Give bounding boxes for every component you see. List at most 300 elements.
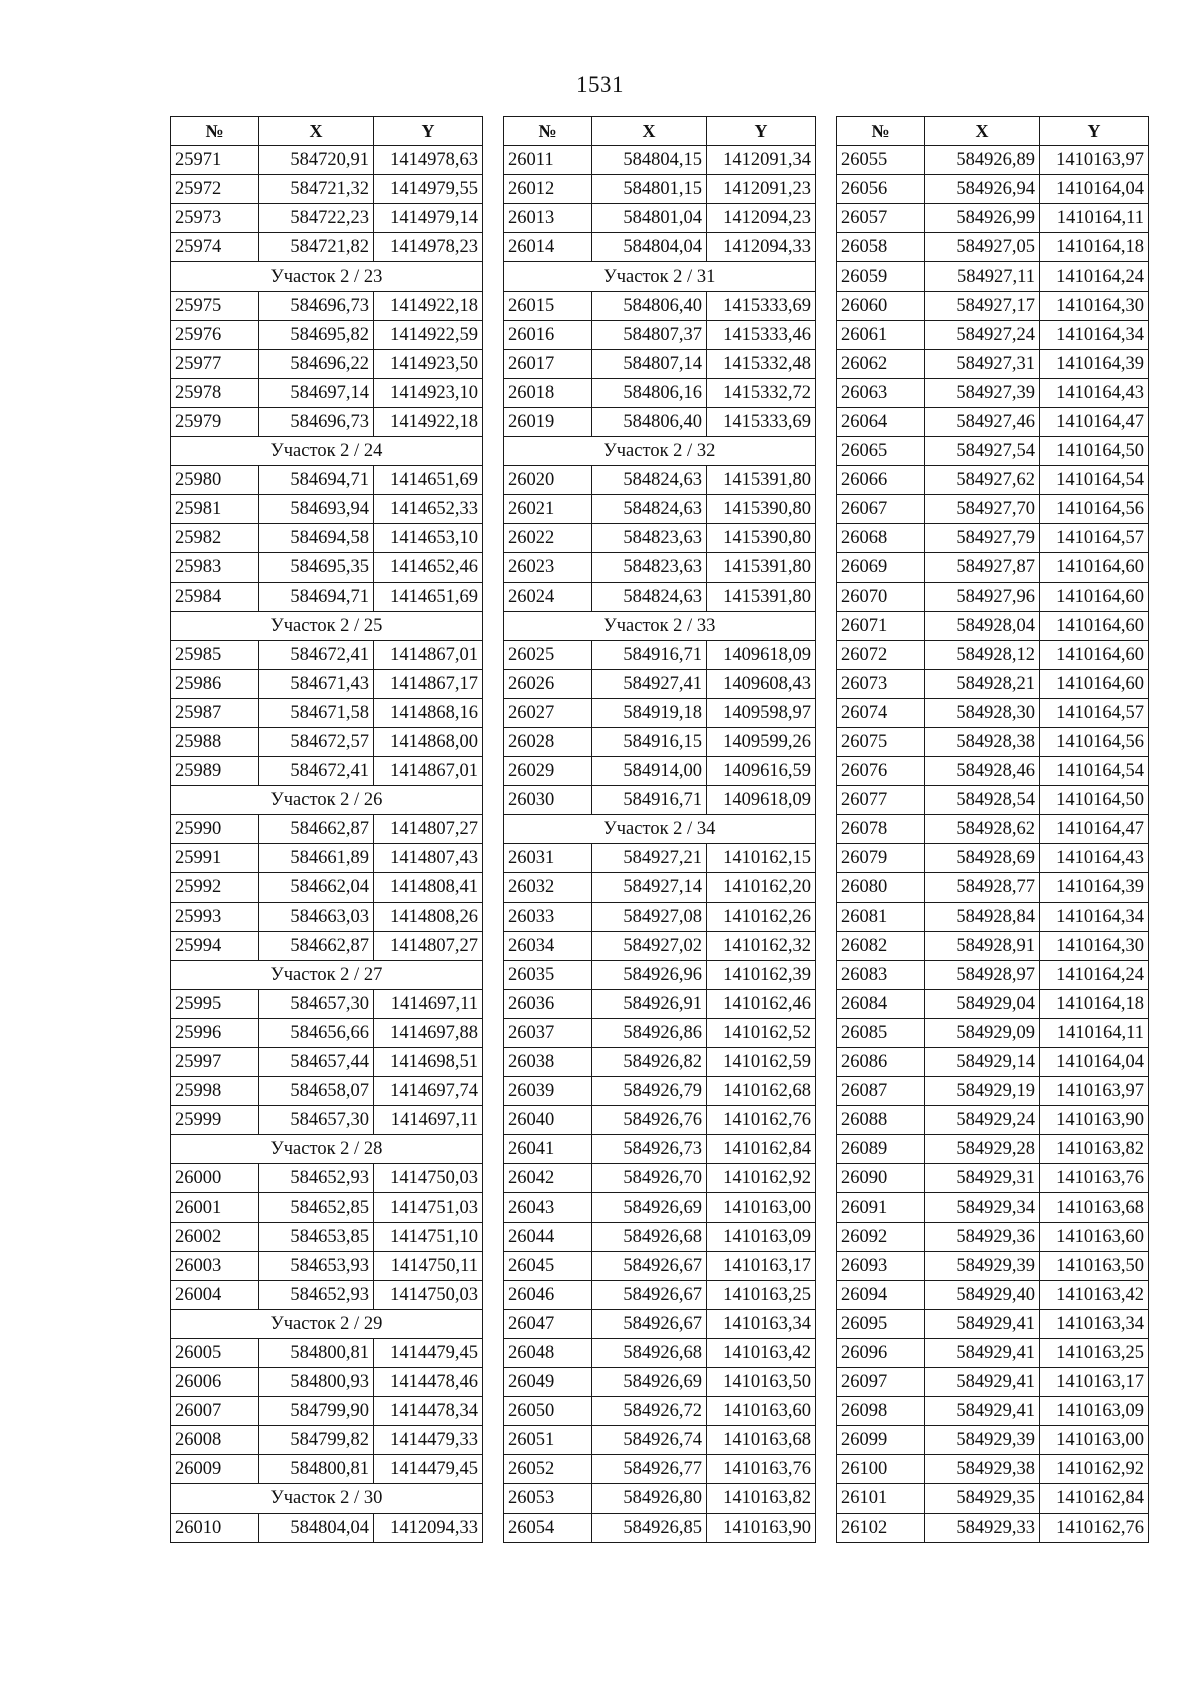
table-row: [504, 233, 816, 262]
x-coordinate-cell: 584926,80: [592, 1484, 707, 1513]
point-number-cell: 26053: [504, 1484, 592, 1513]
point-number-cell: 26100: [837, 1455, 925, 1484]
x-coordinate-cell: 584927,87: [925, 553, 1040, 582]
x-coordinate-cell: 584929,33: [925, 1513, 1040, 1542]
point-number-cell: 25987: [171, 698, 259, 727]
point-number-cell: 26068: [837, 524, 925, 553]
point-number-cell: 25988: [171, 727, 259, 756]
y-coordinate-cell: 1414651,69: [374, 582, 483, 611]
table-row: [837, 1164, 1149, 1193]
table-row: [504, 1338, 816, 1367]
point-number-cell: 26007: [171, 1397, 259, 1426]
point-number-cell: 26099: [837, 1426, 925, 1455]
section-label: Участок 2 / 30: [171, 1484, 483, 1513]
table-row: [504, 640, 816, 669]
x-coordinate-cell: 584662,04: [259, 873, 374, 902]
y-coordinate-cell: 1410163,09: [1040, 1397, 1149, 1426]
y-coordinate-cell: 1410163,97: [1040, 146, 1149, 175]
x-coordinate-cell: 584928,46: [925, 757, 1040, 786]
point-number-cell: 25991: [171, 844, 259, 873]
table-row: [504, 1251, 816, 1280]
point-number-cell: 26082: [837, 931, 925, 960]
table-row: [171, 407, 483, 436]
table-row: [504, 1397, 816, 1426]
point-number-cell: 25986: [171, 669, 259, 698]
x-coordinate-cell: 584927,46: [925, 407, 1040, 436]
point-number-cell: 25992: [171, 873, 259, 902]
point-number-cell: 25999: [171, 1106, 259, 1135]
y-coordinate-cell: 1414751,10: [374, 1222, 483, 1251]
y-coordinate-cell: 1409599,26: [707, 727, 816, 756]
y-coordinate-cell: 1415333,69: [707, 407, 816, 436]
x-coordinate-cell: 584653,93: [259, 1251, 374, 1280]
y-coordinate-cell: 1412091,34: [707, 146, 816, 175]
table-row: [504, 204, 816, 233]
table-row: [837, 1193, 1149, 1222]
point-number-cell: 26029: [504, 757, 592, 786]
x-coordinate-cell: 584928,04: [925, 611, 1040, 640]
table-row: [504, 1222, 816, 1251]
table-row: [171, 146, 483, 175]
table-row: [171, 640, 483, 669]
point-number-cell: 25975: [171, 291, 259, 320]
table-row: [504, 582, 816, 611]
y-coordinate-cell: 1414923,50: [374, 349, 483, 378]
y-coordinate-cell: 1414750,03: [374, 1280, 483, 1309]
table-row: [171, 757, 483, 786]
x-coordinate-cell: 584800,81: [259, 1338, 374, 1367]
table-row: [171, 902, 483, 931]
y-coordinate-cell: 1410163,90: [707, 1513, 816, 1542]
table-row: [837, 1251, 1149, 1280]
y-coordinate-cell: 1410163,68: [707, 1426, 816, 1455]
x-coordinate-cell: 584799,82: [259, 1426, 374, 1455]
y-coordinate-cell: 1414807,27: [374, 931, 483, 960]
table-row: [504, 1513, 816, 1542]
y-coordinate-cell: 1414479,45: [374, 1455, 483, 1484]
table-row: [171, 815, 483, 844]
table-row: [837, 233, 1149, 262]
y-coordinate-cell: 1410163,34: [1040, 1309, 1149, 1338]
table-row: [837, 844, 1149, 873]
point-number-cell: 25983: [171, 553, 259, 582]
point-number-cell: 26049: [504, 1368, 592, 1397]
y-coordinate-cell: 1410164,47: [1040, 407, 1149, 436]
table-row: [171, 1193, 483, 1222]
x-coordinate-cell: 584696,73: [259, 291, 374, 320]
point-number-cell: 25998: [171, 1077, 259, 1106]
y-coordinate-cell: 1410162,52: [707, 1018, 816, 1047]
y-coordinate-cell: 1410162,26: [707, 902, 816, 931]
table-row: [837, 1484, 1149, 1513]
y-coordinate-cell: 1409618,09: [707, 640, 816, 669]
table-row: [837, 553, 1149, 582]
table-row: [837, 611, 1149, 640]
table-row: [504, 1193, 816, 1222]
x-coordinate-cell: 584926,70: [592, 1164, 707, 1193]
point-number-cell: 26002: [171, 1222, 259, 1251]
point-number-cell: 26048: [504, 1338, 592, 1367]
point-number-cell: 25995: [171, 989, 259, 1018]
table-row: [837, 1338, 1149, 1367]
point-number-cell: 26094: [837, 1280, 925, 1309]
point-number-cell: 25990: [171, 815, 259, 844]
x-coordinate-cell: 584801,04: [592, 204, 707, 233]
coordinates-table-3: [836, 116, 1149, 1543]
section-row: [171, 1309, 483, 1338]
point-number-cell: 26018: [504, 378, 592, 407]
point-number-cell: 25985: [171, 640, 259, 669]
point-number-cell: 26062: [837, 349, 925, 378]
x-coordinate-cell: 584693,94: [259, 495, 374, 524]
point-number-cell: 26044: [504, 1222, 592, 1251]
table-row: [171, 1280, 483, 1309]
x-coordinate-cell: 584926,68: [592, 1222, 707, 1251]
x-coordinate-cell: 584929,24: [925, 1106, 1040, 1135]
y-coordinate-cell: 1414479,33: [374, 1426, 483, 1455]
y-coordinate-cell: 1410163,25: [707, 1280, 816, 1309]
table-row: [171, 378, 483, 407]
section-label: Участок 2 / 33: [504, 611, 816, 640]
x-coordinate-cell: 584722,23: [259, 204, 374, 233]
point-number-cell: 26046: [504, 1280, 592, 1309]
x-coordinate-cell: 584927,62: [925, 466, 1040, 495]
point-number-cell: 26022: [504, 524, 592, 553]
point-number-cell: 26065: [837, 437, 925, 466]
x-coordinate-cell: 584928,12: [925, 640, 1040, 669]
column-header-x: X: [259, 117, 374, 146]
x-coordinate-cell: 584652,85: [259, 1193, 374, 1222]
y-coordinate-cell: 1410163,50: [1040, 1251, 1149, 1280]
table-row: [504, 1106, 816, 1135]
point-number-cell: 25993: [171, 902, 259, 931]
point-number-cell: 26005: [171, 1338, 259, 1367]
y-coordinate-cell: 1410163,50: [707, 1368, 816, 1397]
point-number-cell: 26074: [837, 698, 925, 727]
table-row: [837, 1222, 1149, 1251]
table-row: [171, 495, 483, 524]
point-number-cell: 26071: [837, 611, 925, 640]
y-coordinate-cell: 1414922,18: [374, 291, 483, 320]
x-coordinate-cell: 584929,35: [925, 1484, 1040, 1513]
section-row: [504, 262, 816, 291]
y-coordinate-cell: 1412091,23: [707, 175, 816, 204]
point-number-cell: 26043: [504, 1193, 592, 1222]
x-coordinate-cell: 584929,14: [925, 1048, 1040, 1077]
x-coordinate-cell: 584927,17: [925, 291, 1040, 320]
x-coordinate-cell: 584694,58: [259, 524, 374, 553]
point-number-cell: 26090: [837, 1164, 925, 1193]
point-number-cell: 25973: [171, 204, 259, 233]
x-coordinate-cell: 584929,39: [925, 1426, 1040, 1455]
table-row: [837, 727, 1149, 756]
section-label: Участок 2 / 34: [504, 815, 816, 844]
point-number-cell: 26093: [837, 1251, 925, 1280]
x-coordinate-cell: 584927,54: [925, 437, 1040, 466]
y-coordinate-cell: 1410163,17: [1040, 1368, 1149, 1397]
section-row: [171, 1484, 483, 1513]
x-coordinate-cell: 584927,02: [592, 931, 707, 960]
table-row: [171, 1455, 483, 1484]
x-coordinate-cell: 584804,04: [592, 233, 707, 262]
table-row: [504, 669, 816, 698]
table-row: [837, 175, 1149, 204]
y-coordinate-cell: 1410164,18: [1040, 989, 1149, 1018]
point-number-cell: 26060: [837, 291, 925, 320]
point-number-cell: 26089: [837, 1135, 925, 1164]
table-row: [171, 524, 483, 553]
x-coordinate-cell: 584671,58: [259, 698, 374, 727]
point-number-cell: 26009: [171, 1455, 259, 1484]
x-coordinate-cell: 584824,63: [592, 466, 707, 495]
y-coordinate-cell: 1414697,11: [374, 1106, 483, 1135]
table-row: [837, 960, 1149, 989]
table-row: [171, 466, 483, 495]
y-coordinate-cell: 1410162,84: [1040, 1484, 1149, 1513]
section-label: Участок 2 / 32: [504, 437, 816, 466]
x-coordinate-cell: 584926,76: [592, 1106, 707, 1135]
y-coordinate-cell: 1410163,34: [707, 1309, 816, 1338]
point-number-cell: 26004: [171, 1280, 259, 1309]
table-row: [837, 495, 1149, 524]
point-number-cell: 25980: [171, 466, 259, 495]
x-coordinate-cell: 584927,31: [925, 349, 1040, 378]
x-coordinate-cell: 584657,30: [259, 989, 374, 1018]
table-row: [171, 553, 483, 582]
x-coordinate-cell: 584804,15: [592, 146, 707, 175]
point-number-cell: 26023: [504, 553, 592, 582]
table-row: [171, 1368, 483, 1397]
point-number-cell: 26076: [837, 757, 925, 786]
y-coordinate-cell: 1415391,80: [707, 582, 816, 611]
x-coordinate-cell: 584928,62: [925, 815, 1040, 844]
point-number-cell: 26025: [504, 640, 592, 669]
table-row: [171, 1106, 483, 1135]
x-coordinate-cell: 584927,24: [925, 320, 1040, 349]
y-coordinate-cell: 1409608,43: [707, 669, 816, 698]
table-row: [837, 204, 1149, 233]
point-number-cell: 26096: [837, 1338, 925, 1367]
table-row: [504, 873, 816, 902]
x-coordinate-cell: 584929,19: [925, 1077, 1040, 1106]
table-row: [837, 640, 1149, 669]
point-number-cell: 26027: [504, 698, 592, 727]
point-number-cell: 26102: [837, 1513, 925, 1542]
table-row: [837, 1368, 1149, 1397]
table-row: [171, 204, 483, 233]
table-row: [504, 175, 816, 204]
y-coordinate-cell: 1410163,00: [1040, 1426, 1149, 1455]
x-coordinate-cell: 584928,21: [925, 669, 1040, 698]
point-number-cell: 26075: [837, 727, 925, 756]
x-coordinate-cell: 584926,67: [592, 1309, 707, 1338]
point-number-cell: 26036: [504, 989, 592, 1018]
y-coordinate-cell: 1410162,76: [707, 1106, 816, 1135]
column-header-x: X: [592, 117, 707, 146]
table-row: [171, 291, 483, 320]
table-row: [837, 378, 1149, 407]
table-row: [837, 1077, 1149, 1106]
x-coordinate-cell: 584695,82: [259, 320, 374, 349]
table-row: [504, 844, 816, 873]
y-coordinate-cell: 1414479,45: [374, 1338, 483, 1367]
table-row: [837, 320, 1149, 349]
x-coordinate-cell: 584928,97: [925, 960, 1040, 989]
point-number-cell: 26012: [504, 175, 592, 204]
point-number-cell: 26031: [504, 844, 592, 873]
y-coordinate-cell: 1410164,56: [1040, 727, 1149, 756]
table-row: [504, 1135, 816, 1164]
point-number-cell: 26045: [504, 1251, 592, 1280]
x-coordinate-cell: 584657,30: [259, 1106, 374, 1135]
x-coordinate-cell: 584926,77: [592, 1455, 707, 1484]
y-coordinate-cell: 1410164,34: [1040, 902, 1149, 931]
section-row: [171, 960, 483, 989]
point-number-cell: 26057: [837, 204, 925, 233]
table-row: [504, 1280, 816, 1309]
y-coordinate-cell: 1414922,18: [374, 407, 483, 436]
x-coordinate-cell: 584807,14: [592, 349, 707, 378]
y-coordinate-cell: 1414868,16: [374, 698, 483, 727]
section-row: [504, 815, 816, 844]
table-row: [504, 1018, 816, 1047]
point-number-cell: 26003: [171, 1251, 259, 1280]
section-row: [504, 611, 816, 640]
x-coordinate-cell: 584661,89: [259, 844, 374, 873]
table-row: [504, 786, 816, 815]
y-coordinate-cell: 1410163,09: [707, 1222, 816, 1251]
table-row: [837, 1397, 1149, 1426]
table-header-row: [504, 117, 816, 146]
point-number-cell: 25979: [171, 407, 259, 436]
table-row: [171, 1222, 483, 1251]
x-coordinate-cell: 584662,87: [259, 931, 374, 960]
x-coordinate-cell: 584929,41: [925, 1397, 1040, 1426]
point-number-cell: 26015: [504, 291, 592, 320]
point-number-cell: 26078: [837, 815, 925, 844]
y-coordinate-cell: 1414922,59: [374, 320, 483, 349]
table-row: [171, 989, 483, 1018]
x-coordinate-cell: 584823,63: [592, 524, 707, 553]
y-coordinate-cell: 1410163,42: [1040, 1280, 1149, 1309]
point-number-cell: 26035: [504, 960, 592, 989]
table-row: [504, 466, 816, 495]
y-coordinate-cell: 1414698,51: [374, 1048, 483, 1077]
table-header-row: [171, 117, 483, 146]
point-number-cell: 26083: [837, 960, 925, 989]
x-coordinate-cell: 584656,66: [259, 1018, 374, 1047]
section-label: Участок 2 / 29: [171, 1309, 483, 1338]
y-coordinate-cell: 1410164,60: [1040, 553, 1149, 582]
y-coordinate-cell: 1410163,76: [707, 1455, 816, 1484]
point-number-cell: 26032: [504, 873, 592, 902]
y-coordinate-cell: 1415333,69: [707, 291, 816, 320]
x-coordinate-cell: 584806,40: [592, 291, 707, 320]
x-coordinate-cell: 584929,40: [925, 1280, 1040, 1309]
y-coordinate-cell: 1410164,60: [1040, 582, 1149, 611]
point-number-cell: 25976: [171, 320, 259, 349]
y-coordinate-cell: 1414979,14: [374, 204, 483, 233]
table-row: [504, 757, 816, 786]
x-coordinate-cell: 584929,41: [925, 1309, 1040, 1338]
x-coordinate-cell: 584806,16: [592, 378, 707, 407]
x-coordinate-cell: 584929,31: [925, 1164, 1040, 1193]
x-coordinate-cell: 584807,37: [592, 320, 707, 349]
x-coordinate-cell: 584800,81: [259, 1455, 374, 1484]
point-number-cell: 26080: [837, 873, 925, 902]
y-coordinate-cell: 1414651,69: [374, 466, 483, 495]
point-number-cell: 26037: [504, 1018, 592, 1047]
point-number-cell: 26054: [504, 1513, 592, 1542]
point-number-cell: 26056: [837, 175, 925, 204]
point-number-cell: 26016: [504, 320, 592, 349]
point-number-cell: 26095: [837, 1309, 925, 1338]
y-coordinate-cell: 1410164,50: [1040, 437, 1149, 466]
x-coordinate-cell: 584926,89: [925, 146, 1040, 175]
y-coordinate-cell: 1410164,43: [1040, 844, 1149, 873]
table-row: [837, 1426, 1149, 1455]
x-coordinate-cell: 584929,41: [925, 1368, 1040, 1397]
table-row: [837, 815, 1149, 844]
y-coordinate-cell: 1410162,39: [707, 960, 816, 989]
x-coordinate-cell: 584652,93: [259, 1280, 374, 1309]
section-row: [171, 437, 483, 466]
x-coordinate-cell: 584697,14: [259, 378, 374, 407]
y-coordinate-cell: 1410163,76: [1040, 1164, 1149, 1193]
table-row: [171, 175, 483, 204]
table-row: [837, 1513, 1149, 1542]
table-row: [504, 1455, 816, 1484]
y-coordinate-cell: 1410164,11: [1040, 204, 1149, 233]
point-number-cell: 26081: [837, 902, 925, 931]
y-coordinate-cell: 1414751,03: [374, 1193, 483, 1222]
y-coordinate-cell: 1410164,43: [1040, 378, 1149, 407]
y-coordinate-cell: 1410163,90: [1040, 1106, 1149, 1135]
y-coordinate-cell: 1414978,63: [374, 146, 483, 175]
x-coordinate-cell: 584720,91: [259, 146, 374, 175]
y-coordinate-cell: 1410164,24: [1040, 960, 1149, 989]
section-label: Участок 2 / 23: [171, 262, 483, 291]
y-coordinate-cell: 1415391,80: [707, 466, 816, 495]
y-coordinate-cell: 1410164,57: [1040, 524, 1149, 553]
y-coordinate-cell: 1410164,04: [1040, 175, 1149, 204]
point-number-cell: 26097: [837, 1368, 925, 1397]
y-coordinate-cell: 1414697,88: [374, 1018, 483, 1047]
column-header-x: X: [925, 117, 1040, 146]
x-coordinate-cell: 584928,91: [925, 931, 1040, 960]
x-coordinate-cell: 584662,87: [259, 815, 374, 844]
y-coordinate-cell: 1410162,76: [1040, 1513, 1149, 1542]
point-number-cell: 26059: [837, 262, 925, 291]
y-coordinate-cell: 1410162,32: [707, 931, 816, 960]
y-coordinate-cell: 1410162,84: [707, 1135, 816, 1164]
table-row: [837, 989, 1149, 1018]
point-number-cell: 26001: [171, 1193, 259, 1222]
y-coordinate-cell: 1415332,72: [707, 378, 816, 407]
point-number-cell: 26051: [504, 1426, 592, 1455]
point-number-cell: 26011: [504, 146, 592, 175]
table-row: [504, 553, 816, 582]
point-number-cell: 26050: [504, 1397, 592, 1426]
table-row: [171, 349, 483, 378]
x-coordinate-cell: 584926,67: [592, 1251, 707, 1280]
x-coordinate-cell: 584928,69: [925, 844, 1040, 873]
table-row: [171, 1426, 483, 1455]
x-coordinate-cell: 584927,11: [925, 262, 1040, 291]
y-coordinate-cell: 1415390,80: [707, 524, 816, 553]
point-number-cell: 26026: [504, 669, 592, 698]
point-number-cell: 26067: [837, 495, 925, 524]
